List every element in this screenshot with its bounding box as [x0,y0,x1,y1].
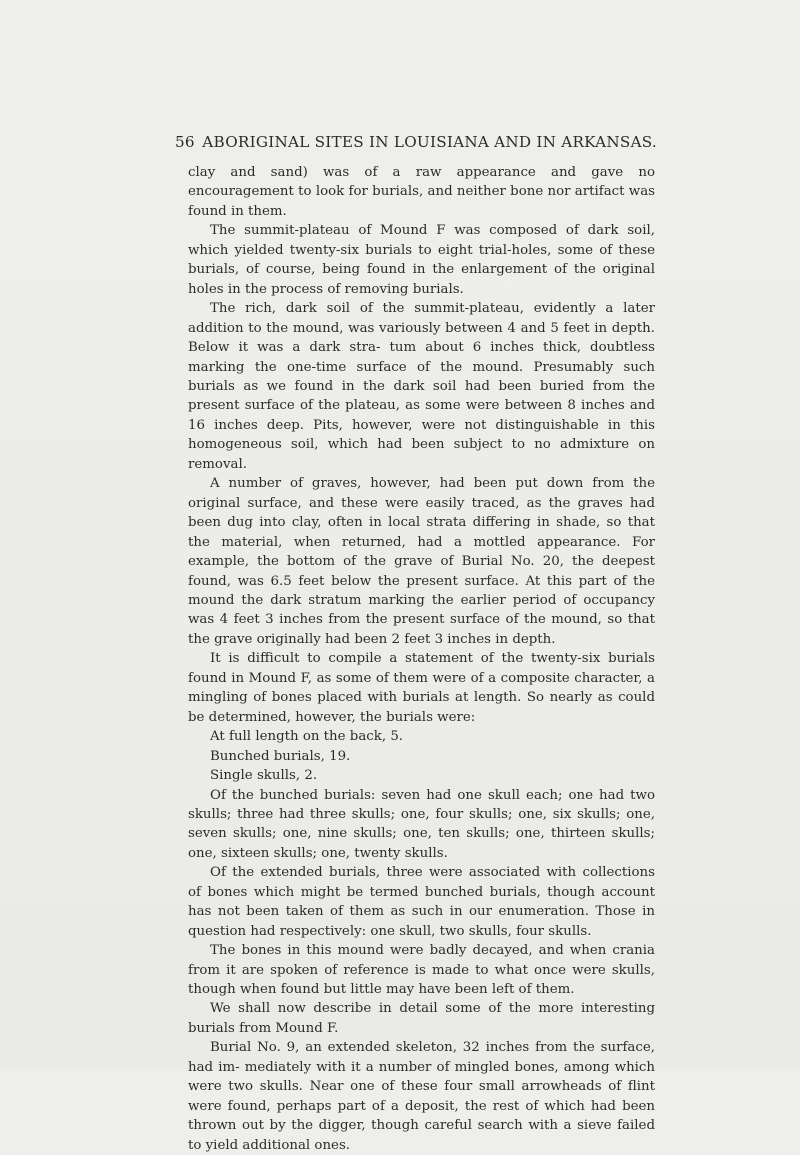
list-item: Single skulls, 2. [210,768,318,784]
page-number: 56 [175,133,195,151]
paragraph: Of the bunched burials: seven had one skull each; one had two skulls; three had three skulls; one, four skulls; one, six skulls; one, seven skulls; one, nine skulls; one, ten skulls; one, thirteen skulls; one, sixteen skulls; one, twenty skulls. [188,787,655,861]
paragraph: Burial No. 9, an extended skeleton, 32 inches from the surface, had im- mediately with it a number of mingled bones, among which were two skulls. Near one of these four small arrowheads of flint were found, perhaps part of a deposit, the rest of which had been thrown out by the digger, though careful search with a sieve failed to yield additional ones. [188,1040,655,1153]
paragraph: The rich, dark soil of the summit-plateau, evidently a later addition to the mound, was variously between 4 and 5 feet in depth. Below it was a dark stra- tum about 6 inches thick, doubtless marking the one-time surface of the mound. Presumably such burials as we found in the dark soil had been buried from the present surface of the plateau, as some were between 8 inches and 16 inches deep. Pits, however, were not distinguishable in this homogeneous soil, which had been subject to no admixture on removal. [188,301,655,472]
paragraph: It is difficult to compile a statement of the twenty-six burials found in Mound F, as some of them were of a composite character, a mingling of bones placed with burials at length. So nearly as could be determined, however, the burials were: [188,651,655,725]
page-header [175,133,657,151]
list-item: Bunched burials, 19. [210,748,351,764]
paragraph: A number of graves, however, had been put down from the original surface, and these were easily traced, as the graves had been dug into clay, often in local strata differing in shade, so that the material, when returned, had a mottled appearance. For example, the bottom of the grave of Burial No. 20, the deepest found, was 6.5 feet below the present surface. At this part of the mound the dark stratum marking the earlier period of occupancy was 4 feet 3 inches from the present surface of the mound, so that the grave originally had been 2 feet 3 inches in depth. [188,476,655,647]
paragraph: The bones in this mound were badly decayed, and when crania from it are spoken of reference is made to what once were skulls, though when found but little may have been left of them. [188,943,655,998]
paragraph: clay and sand) was of a raw appearance and gave no encouragement to look for burials, and neither bone nor artifact was found in them. [188,165,655,219]
paragraph: We shall now describe in detail some of the more interesting burials from Mound F. [188,1001,655,1036]
paragraph: The summit-plateau of Mound F was composed of dark soil, which yielded twenty-six burials to eight trial-holes, some of these burials, of course, being found in the enlargement of the original holes in the process of removing burials. [188,223,655,297]
list-item: At full length on the back, 5. [210,729,404,745]
running-title: ABORIGINAL SITES IN LOUISIANA AND IN ARKANSAS. [202,133,657,151]
paragraph: Of the extended burials, three were associated with collections of bones which might be termed bunched burials, though account has not been taken of them as such in our enumeration. Those in question had respectively: one skull, two skulls, four skulls. [188,865,655,939]
body-text [188,163,655,1155]
